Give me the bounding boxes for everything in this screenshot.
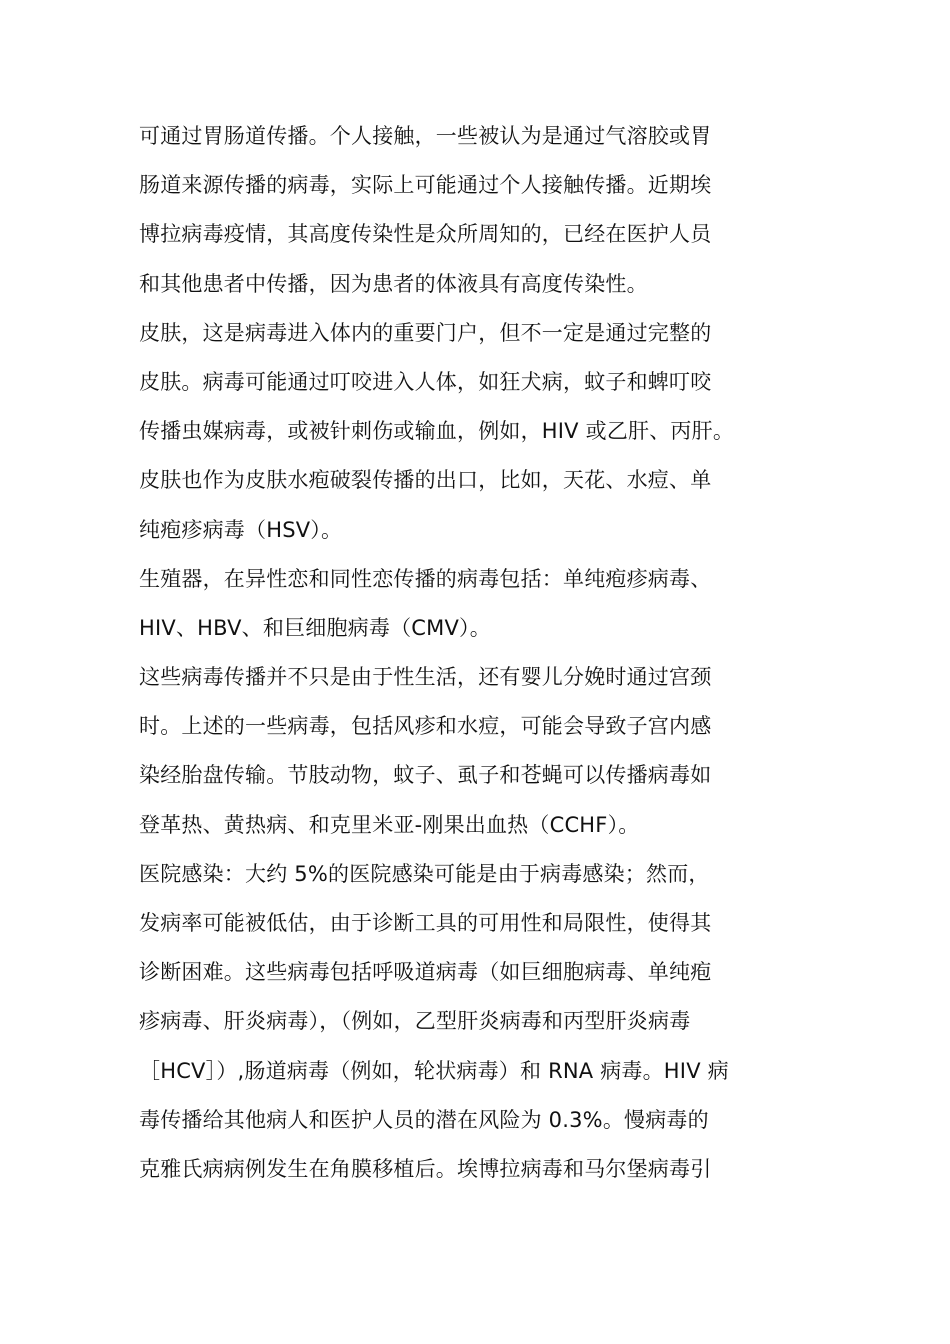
- text-line: 生殖器，在异性恋和同性恋传播的病毒包括：单纯疱疹病毒、: [139, 566, 712, 591]
- document-body: [139, 112, 819, 1194]
- text-line: 发病率可能被低估，由于诊断工具的可用性和局限性，使得其: [139, 911, 712, 935]
- text-line: 皮肤也作为皮肤水疱破裂传播的出口，比如，天花、水痘、单: [139, 468, 712, 493]
- text-line: 博拉病毒疫情，其高度传染性是众所周知的，已经在医护人员: [139, 222, 712, 247]
- text-line: 毒传播给其他病人和医护人员的潜在风险为 0.3%。慢病毒的: [139, 1107, 709, 1132]
- text-line: 纯疱疹病毒（HSV）。: [139, 517, 343, 542]
- text-line: 医院感染：大约 5%的医院感染可能是由于病毒感染；然而，: [139, 861, 710, 886]
- text-line: 疹病毒、肝炎病毒），（例如，乙型肝炎病毒和丙型肝炎病毒: [139, 1009, 691, 1034]
- text-line: 肠道来源传播的病毒，实际上可能通过个人接触传播。近期埃: [139, 173, 712, 198]
- text-line: 时。上述的一些病毒，包括风疹和水痘，可能会导致子宫内感: [139, 714, 712, 739]
- text-line: 皮肤，这是病毒进入体内的重要门户，但不一定是通过完整的: [139, 320, 712, 345]
- text-line: 皮肤。病毒可能通过叮咬进入人体，如狂犬病，蚊子和蜱叮咬: [139, 369, 712, 394]
- text-line: 这些病毒传播并不只是由于性生活，还有婴儿分娩时通过宫颈: [139, 665, 712, 690]
- text-line: 诊断困难。这些病毒包括呼吸道病毒（如巨细胞病毒、单纯疱: [139, 960, 712, 985]
- text-line: 克雅氏病病例发生在角膜移植后。埃博拉病毒和马尔堡病毒引: [139, 1156, 712, 1181]
- text-line: 和其他患者中传播，因为患者的体液具有高度传染性。: [139, 271, 648, 296]
- text-line: ［HCV］）,肠道病毒（例如，轮状病毒）和 RNA 病毒。HIV 病: [139, 1058, 729, 1083]
- text-line: 染经胎盘传输。节肢动物，蚊子、虱子和苍蝇可以传播病毒如: [139, 763, 712, 788]
- text-line: 传播虫媒病毒，或被针刺伤或输血，例如，HIV 或乙肝、丙肝。: [139, 419, 735, 444]
- text-line: HIV、HBV、和巨细胞病毒（CMV）。: [139, 615, 491, 640]
- text-line: 登革热、黄热病、和克里米亚-刚果出血热（CCHF）。: [139, 812, 640, 837]
- text-line: 可通过胃肠道传播。个人接触，一些被认为是通过气溶胶或胃: [139, 124, 712, 148]
